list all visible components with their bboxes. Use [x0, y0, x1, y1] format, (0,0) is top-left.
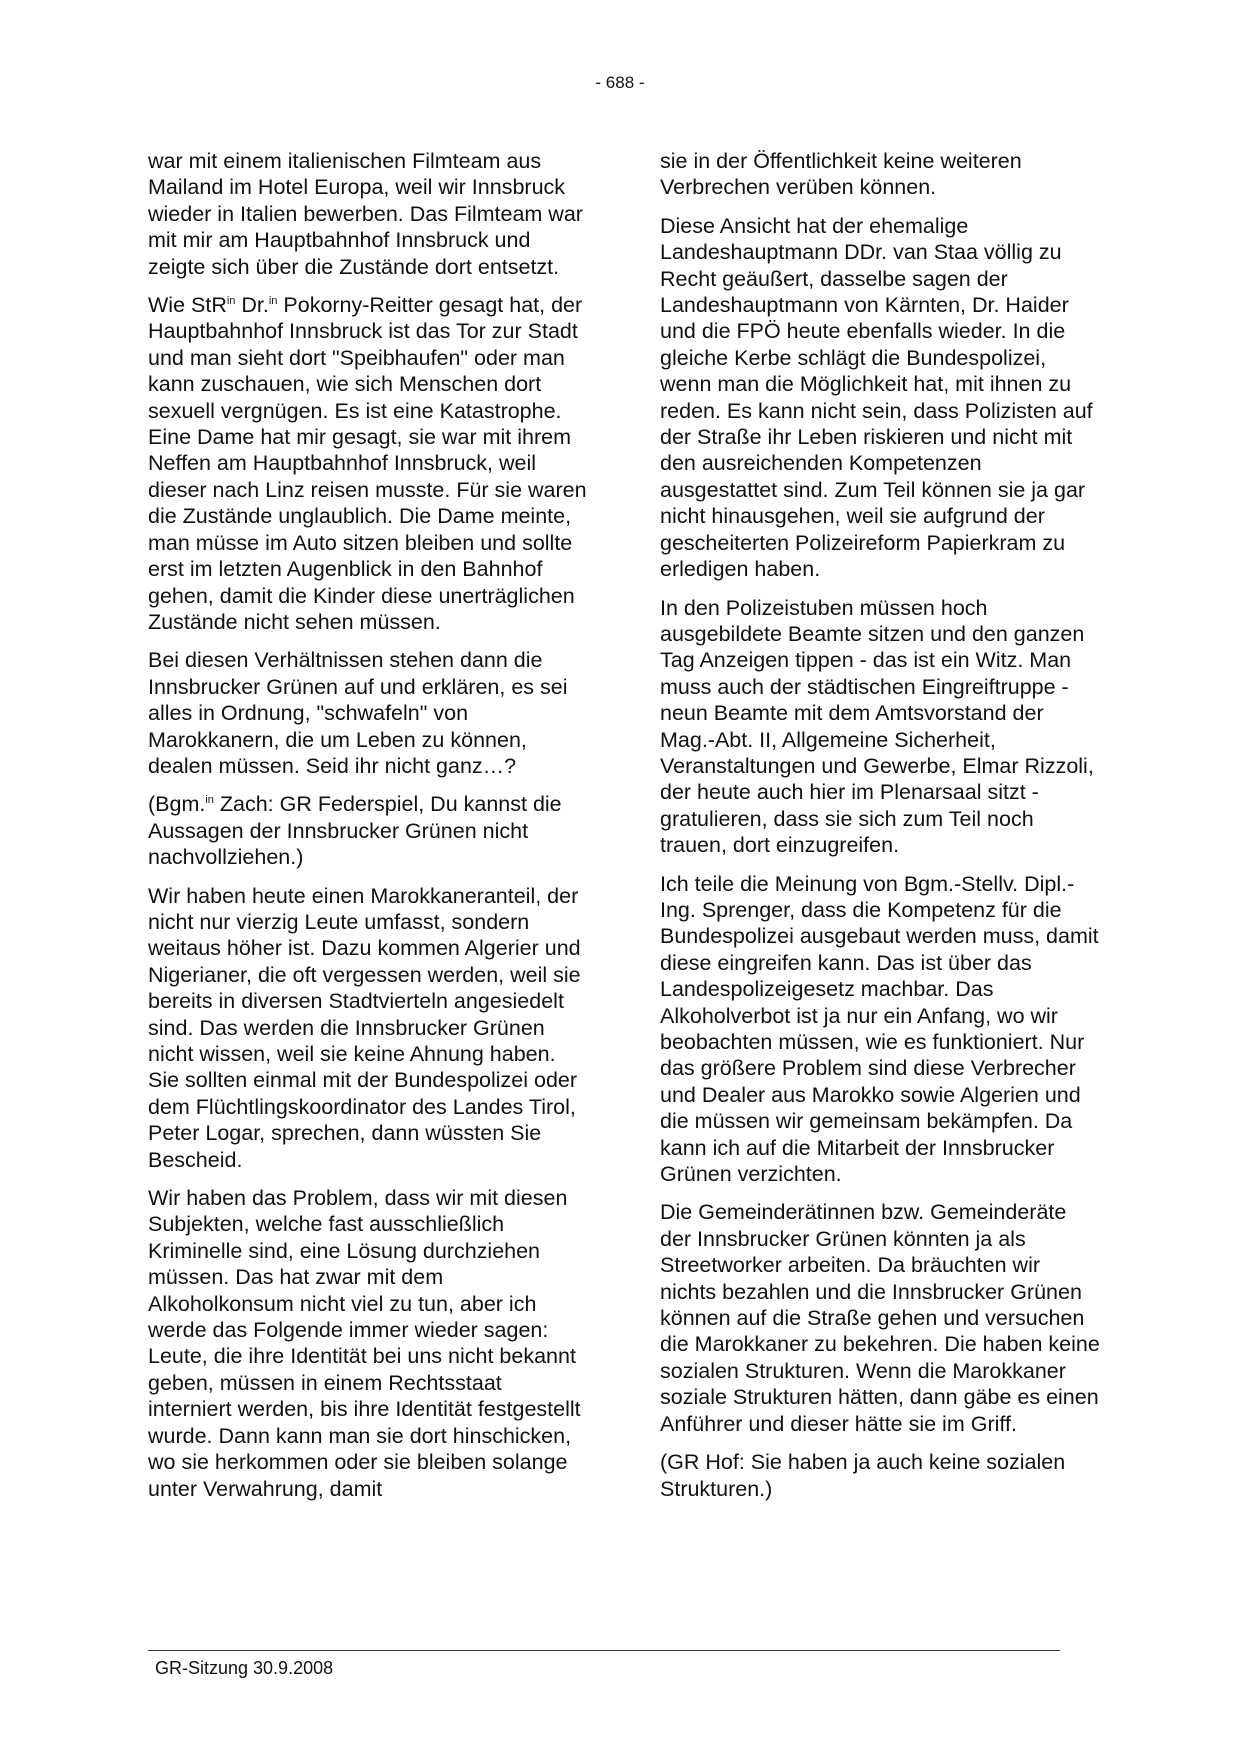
paragraph: sie in der Öffentlichkeit keine weiteren Verbrechen verüben können.: [660, 149, 1022, 200]
superscript: in: [268, 294, 278, 307]
paragraph-text: Wie StR: [148, 293, 227, 318]
interjection: [148, 791, 588, 870]
paragraph: Diese Ansicht hat der ehemalige Landeshauptmann DDr. van Staa völlig zu Recht geäußert, dasselbe sagen der Landeshauptmann von Kärnten, Dr. Haider und die FPÖ heute ebenfalls wieder. In die gleiche Kerbe schlägt die Bundespolizei, wenn man die Möglichkeit hat, mit ihnen zu reden. Es kann nicht sein, dass Polizisten auf der Straße ihr Leben riskieren und nicht mit den ausreichenden Kompetenzen ausgestattet sind. Zum Teil können sie ja gar nicht hinausgehen, weil sie aufgrund der gescheiterten Polizeireform Papierkram zu erledigen haben.: [660, 213, 1093, 582]
page-number: - 688 -: [595, 73, 645, 92]
footer-text: GR-Sitzung 30.9.2008: [155, 1658, 334, 1678]
paragraph: Bei diesen Verhältnissen stehen dann die Innsbrucker Grünen auf und erklären, es sei alles in Ordnung, "schwafeln" von Marokkanern, die um Leben zu können, dealen müssen. Seid ihr nicht ganz…?: [148, 648, 568, 778]
paragraph: Ich teile die Meinung von Bgm.-Stellv. Dipl.-Ing. Sprenger, dass die Kompetenz für die Bundespolizei ausgebaut werden muss, damit diese eingreifen kann. Das ist über das Landespolizeigesetz machbar. Das Alkoholverbot ist ja nur ein Anfang, wo wir beobachten müssen, wie es funktioniert. Nur das größere Problem sind diese Verbrecher und Dealer aus Marokko sowie Algerien und die müssen wir gemeinsam bekämpfen. Da kann ich auf die Mitarbeit der Innsbrucker Grünen verzichten.: [660, 871, 1099, 1187]
interjection: (GR Hof: Sie haben ja auch keine sozialen Strukturen.): [660, 1450, 1066, 1501]
paragraph-text: Pokorny-Reitter gesagt hat, der Hauptbahnhof Innsbruck ist das Tor zur Stadt und man sieht dort "Speibhaufen" oder man kann zuschauen, wie sich Menschen dort sexuell vergnügen. Es ist eine Katastrophe. Eine Dame hat mir gesagt, sie war mit ihrem Neffen am Hauptbahnhof Innsbruck, weil dieser nach Linz reisen musste. Für sie waren die Zustände unglaublich. Die Dame meinte, man müsse im Auto sitzen bleiben und sollte erst im letzten Augenblick in den Bahnhof gehen, damit die Kinder diese unerträglichen Zustände nicht sehen müssen.: [148, 293, 587, 634]
paragraph-text: (Bgm.: [148, 792, 206, 817]
paragraph: In den Polizeistuben müssen hoch ausgebildete Beamte sitzen und den ganzen Tag Anzeigen tippen - das ist ein Witz. Man muss auch der städtischen Eingreiftruppe - neun Beamte mit dem Amtsvorstand der Mag.-Abt. II, Allgemeine Sicherheit, Veranstaltungen und Gewerbe, Elmar Rizzoli, der heute auch hier im Plenarsaal sitzt - gratulieren, dass sie sich zum Teil noch trauen, dort einzugreifen.: [660, 595, 1094, 858]
paragraph-text: Zach: GR Federspiel, Du kannst die Aussagen der Innsbrucker Grünen nicht nachvollziehen.): [148, 792, 562, 870]
paragraph: [148, 292, 588, 635]
superscript: in: [226, 294, 236, 307]
paragraph: war mit einem italienischen Filmteam aus Mailand im Hotel Europa, weil wir Innsbruck wieder in Italien bewerben. Das Filmteam war mit mir am Hauptbahnhof Innsbruck und zeigte sich über die Zustände dort entsetzt.: [148, 149, 583, 279]
left-column: [148, 148, 588, 1514]
paragraph-text: Dr.: [235, 293, 269, 318]
superscript: in: [205, 794, 214, 807]
footer-divider: [148, 1650, 1060, 1651]
paragraph: Wir haben das Problem, dass wir mit diesen Subjekten, welche fast ausschließlich Kriminelle sind, eine Lösung durchziehen müssen. Das hat zwar mit dem Alkoholkonsum nicht viel zu tun, aber ich werde das Folgende immer wieder sagen: Leute, die ihre Identität bei uns nicht bekannt geben, müssen in einem Rechtsstaat interniert werden, bis ihre Identität festgestellt wurde. Dann kann man sie dort hinschicken, wo sie herkommen oder sie bleiben solange unter Verwahrung, damit: [148, 1186, 581, 1501]
paragraph: Die Gemeinderätinnen bzw. Gemeinderäte der Innsbrucker Grünen könnten ja als Streetworker arbeiten. Da bräuchten wir nichts bezahlen und die Innsbrucker Grünen können auf die Straße gehen und versuchen die Marokkaner zu bekehren. Die haben keine sozialen Strukturen. Wenn die Marokkaner soziale Strukturen hätten, dann gäbe es einen Anführer und dieser hätte sie im Griff.: [660, 1200, 1100, 1436]
paragraph: Wir haben heute einen Marokkaneranteil, der nicht nur vierzig Leute umfasst, sondern weitaus höher ist. Dazu kommen Algerier und Nigerianer, die oft vergessen werden, weil sie bereits in diversen Stadtvierteln angesiedelt sind. Das werden die Innsbrucker Grünen nicht wissen, weil sie keine Ahnung haben. Sie sollten einmal mit der Bundespolizei oder dem Flüchtlingskoordinator des Landes Tirol, Peter Logar, sprechen, dann wüssten Sie Bescheid.: [148, 883, 581, 1172]
right-column: [660, 148, 1100, 1514]
